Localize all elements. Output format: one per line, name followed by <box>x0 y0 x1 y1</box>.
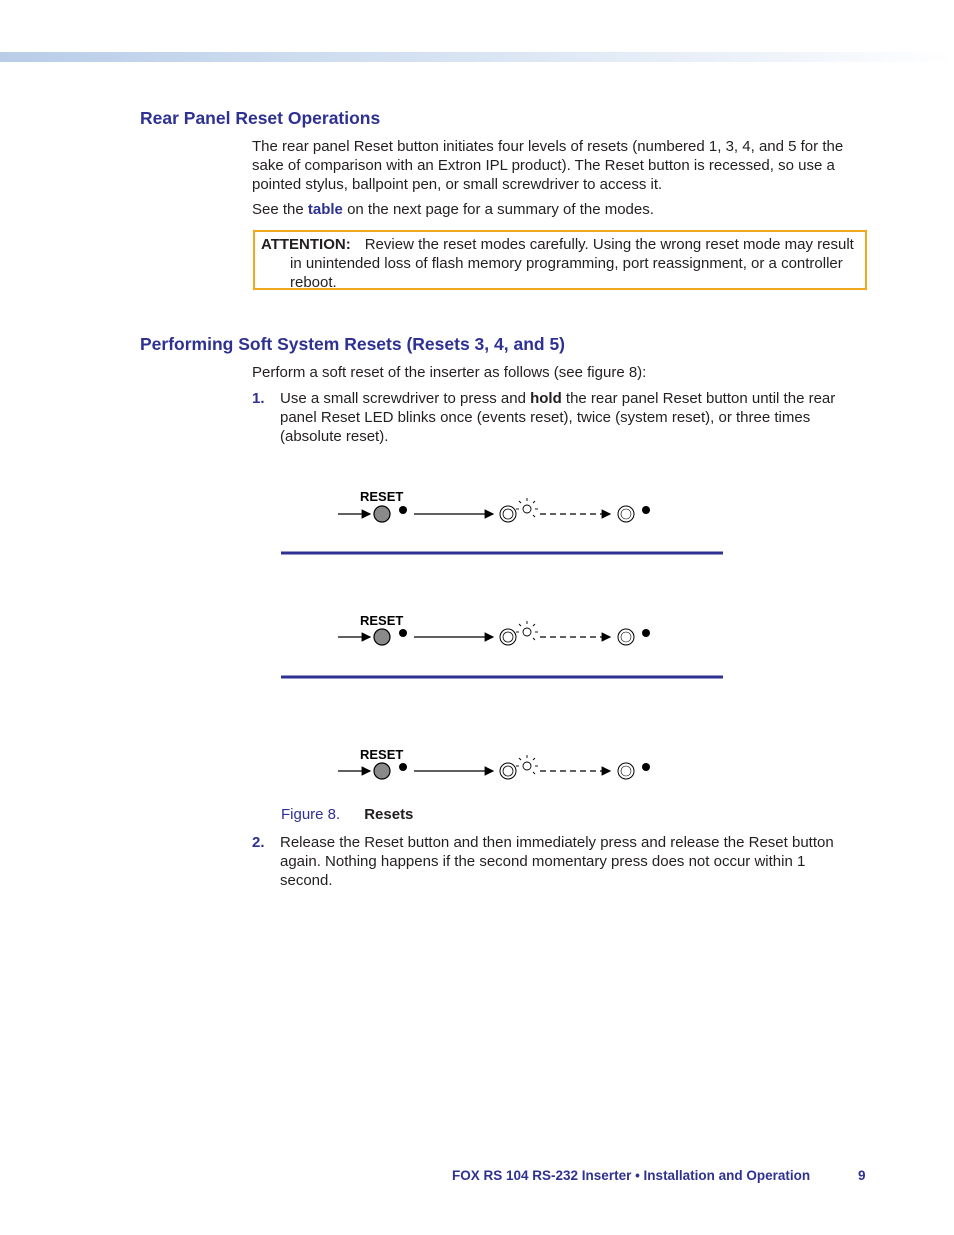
figure-title: Resets <box>364 806 414 823</box>
see-prefix: See the <box>252 201 308 218</box>
attention-first-line: Review the reset modes carefully. Using the wrong reset mode may result <box>364 236 854 253</box>
soft-reset-intro: Perform a soft reset of the inserter as follows (see figure 8): <box>252 364 647 381</box>
step-2 <box>252 833 852 890</box>
section-heading-rear-panel-reset: Rear Panel Reset Operations <box>140 108 381 128</box>
attention-label: ATTENTION: <box>261 236 351 253</box>
figure-caption <box>281 806 413 823</box>
attention-rest: in unintended loss of flash memory programming, port reassignment, or a controller reboot. <box>290 255 843 291</box>
section-heading-soft-resets: Performing Soft System Resets (Resets 3, 4, and 5) <box>140 334 565 354</box>
intro-paragraph: The rear panel Reset button initiates four levels of resets (numbered 1, 3, 4, and 5 for the sake of comparison with an Extron IPL product). The Reset button is recessed, so use a pointed stylus, ballpoint pen, or small screwdriver to access it. <box>252 138 844 193</box>
reset-label-3: RESET <box>360 747 404 762</box>
reset-label-2: RESET <box>360 613 404 628</box>
step-1-number: 1. <box>252 390 265 407</box>
step-2-number: 2. <box>252 834 265 851</box>
footer-title: FOX RS 104 RS-232 Inserter • Installation and Operation <box>452 1168 811 1183</box>
step-1-text: Use a small screwdriver to press and hold the rear panel Reset button until the rear panel Reset LED blinks once (events reset), twice (system reset), or three times (absolute reset). <box>280 390 836 445</box>
reset-label-1: RESET <box>360 489 404 504</box>
figure-number: Figure 8. <box>281 806 341 823</box>
see-suffix: on the next page for a summary of the modes. <box>342 201 654 218</box>
page-number: 9 <box>858 1168 866 1183</box>
table-link[interactable]: table <box>307 201 343 218</box>
step-2-text: Release the Reset button and then immediately press and release the Reset button again. Nothing happens if the second momentary press does not occur within 1 second. <box>280 834 834 889</box>
